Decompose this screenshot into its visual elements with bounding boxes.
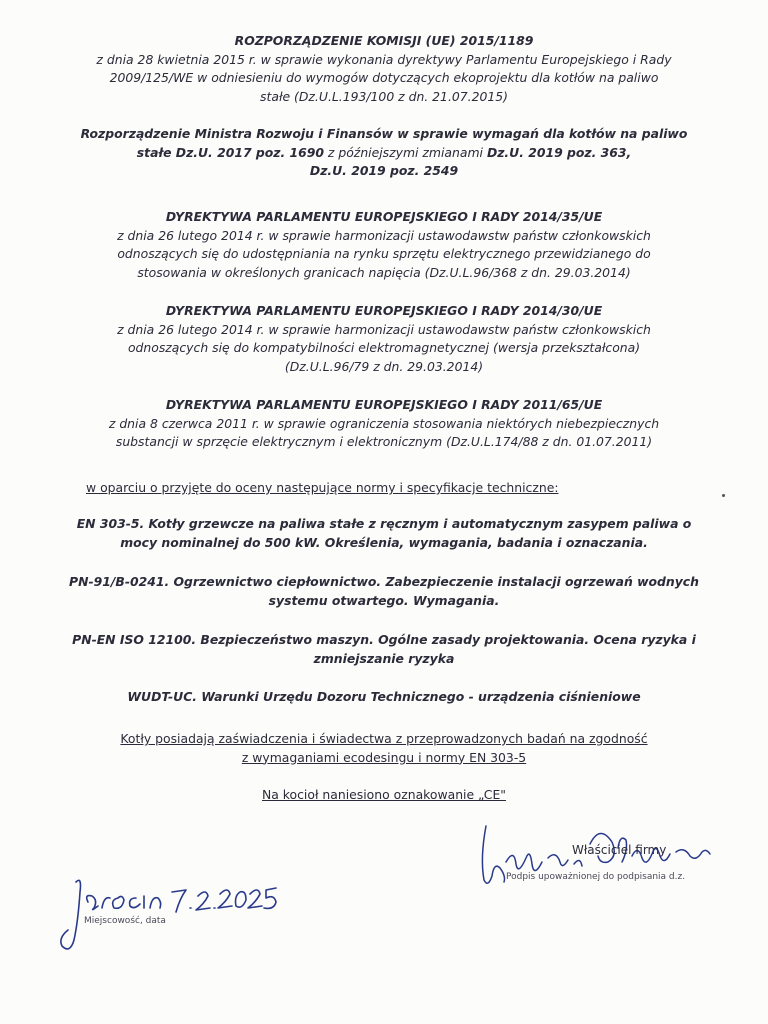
ce-marking <box>60 786 708 805</box>
directive-title: DYREKTYWA PARLAMENTU EUROPEJSKIEGO I RADY 2014/35/UE <box>165 209 603 224</box>
directive-2011-65 <box>60 396 708 452</box>
standard-en-303-5 <box>60 515 708 552</box>
place-date-label: Miejscowość, data <box>84 916 166 926</box>
standard-line: PN-EN ISO 12100. Bezpieczeństwo maszyn. Ogólne zasady projektowania. Ocena ryzyka i <box>72 632 696 647</box>
directive-line: z dnia 26 lutego 2014 r. w sprawie harmonizacji ustawodawstw państw członkowskich <box>117 321 651 337</box>
standard-line: mocy nominalnej do 500 kW. Określenia, wymagania, badania i oznaczania. <box>120 534 648 550</box>
ministry-line-2 <box>60 144 708 163</box>
standard-iso-12100 <box>60 631 708 668</box>
regulation-line: stałe (Dz.U.L.193/100 z dn. 21.07.2015) <box>260 88 508 104</box>
directive-line: z dnia 8 czerwca 2011 r. w sprawie ograniczenia stosowania niektórych niebezpiecznych <box>108 415 660 431</box>
directive-line: (Dz.U.L.96/79 z dn. 29.03.2014) <box>284 358 484 374</box>
standard-line: WUDT-UC. Warunki Urzędu Dozoru Technicznego - urządzenia ciśnieniowe <box>127 689 641 704</box>
ce-marking-text: Na kocioł naniesiono oznakowanie „CE" <box>262 787 506 802</box>
scan-speck <box>722 494 725 497</box>
regulation-line: 2009/125/WE w odniesieniu do wymogów dotyczących ekoprojektu dla kotłów na paliwo <box>109 70 659 86</box>
regulation-2015-1189 <box>60 32 708 106</box>
directive-2014-35 <box>60 208 708 282</box>
directive-line: odnoszących się do udostępniania na rynku sprzętu elektrycznego przewidzianego do <box>117 246 651 262</box>
owner-title: Właściciel firmy <box>572 843 667 857</box>
certificates-note <box>60 730 708 767</box>
directive-title: DYREKTYWA PARLAMENTU EUROPEJSKIEGO I RADY 2011/65/UE <box>165 397 603 412</box>
standards-intro: w oparciu o przyjęte do oceny następujące normy i specyfikacje techniczne: <box>86 480 559 495</box>
directive-title: DYREKTYWA PARLAMENTU EUROPEJSKIEGO I RADY 2014/30/UE <box>165 303 603 318</box>
ministry-regulation <box>60 125 708 181</box>
regulation-title: ROZPORZĄDZENIE KOMISJI (UE) 2015/1189 <box>234 33 534 48</box>
directive-line: z dnia 26 lutego 2014 r. w sprawie harmonizacji ustawodawstw państw członkowskich <box>117 227 651 243</box>
standard-wudt <box>60 688 708 707</box>
regulation-line: z dnia 28 kwietnia 2015 r. w sprawie wykonania dyrektywy Parlamentu Europejskiego i Rady <box>96 51 672 67</box>
certificates-line: z wymaganiami ecodesingu i normy EN 303-5 <box>241 749 527 765</box>
standard-line: PN-91/B-0241. Ogrzewnictwo ciepłownictwo. Zabezpieczenie instalacji ogrzewań wodnych <box>69 574 699 589</box>
standard-pn-91 <box>60 573 708 610</box>
directive-2014-30 <box>60 302 708 376</box>
handwritten-place-date <box>40 862 290 962</box>
standard-line: zmniejszanie ryzyka <box>313 650 455 666</box>
certificates-line: Kotły posiadają zaświadczenia i świadectwa z przeprowadzonych badań na zgodność <box>120 731 648 746</box>
owner-signature-label: Podpis upoważnionej do podpisania d.z. <box>506 872 686 882</box>
standard-line: EN 303-5. Kotły grzewcze na paliwa stałe z ręcznym i automatycznym zasypem paliwa o <box>76 516 692 531</box>
ministry-amend: z późniejszymi zmianami <box>323 144 487 160</box>
ministry-ref-2: Dz.U. 2019 poz. 363, <box>486 144 632 160</box>
ministry-ref: stałe Dz.U. 2017 poz. 1690 <box>136 144 324 160</box>
directive-line: stosowania w określonych granicach napięcia (Dz.U.L.96/368 z dn. 29.03.2014) <box>137 264 631 280</box>
directive-line: odnoszących się do kompatybilności elektromagnetycznej (wersja przekształcona) <box>127 340 641 356</box>
directive-line: substancji w sprzęcie elektrycznym i elektronicznym (Dz.U.L.174/88 z dn. 01.07.2011) <box>115 434 653 450</box>
ministry-line: Dz.U. 2019 poz. 2549 <box>309 163 459 179</box>
standard-line: systemu otwartego. Wymagania. <box>268 592 500 608</box>
ministry-line: Rozporządzenie Ministra Rozwoju i Finansów w sprawie wymagań dla kotłów na paliwo <box>80 126 688 141</box>
